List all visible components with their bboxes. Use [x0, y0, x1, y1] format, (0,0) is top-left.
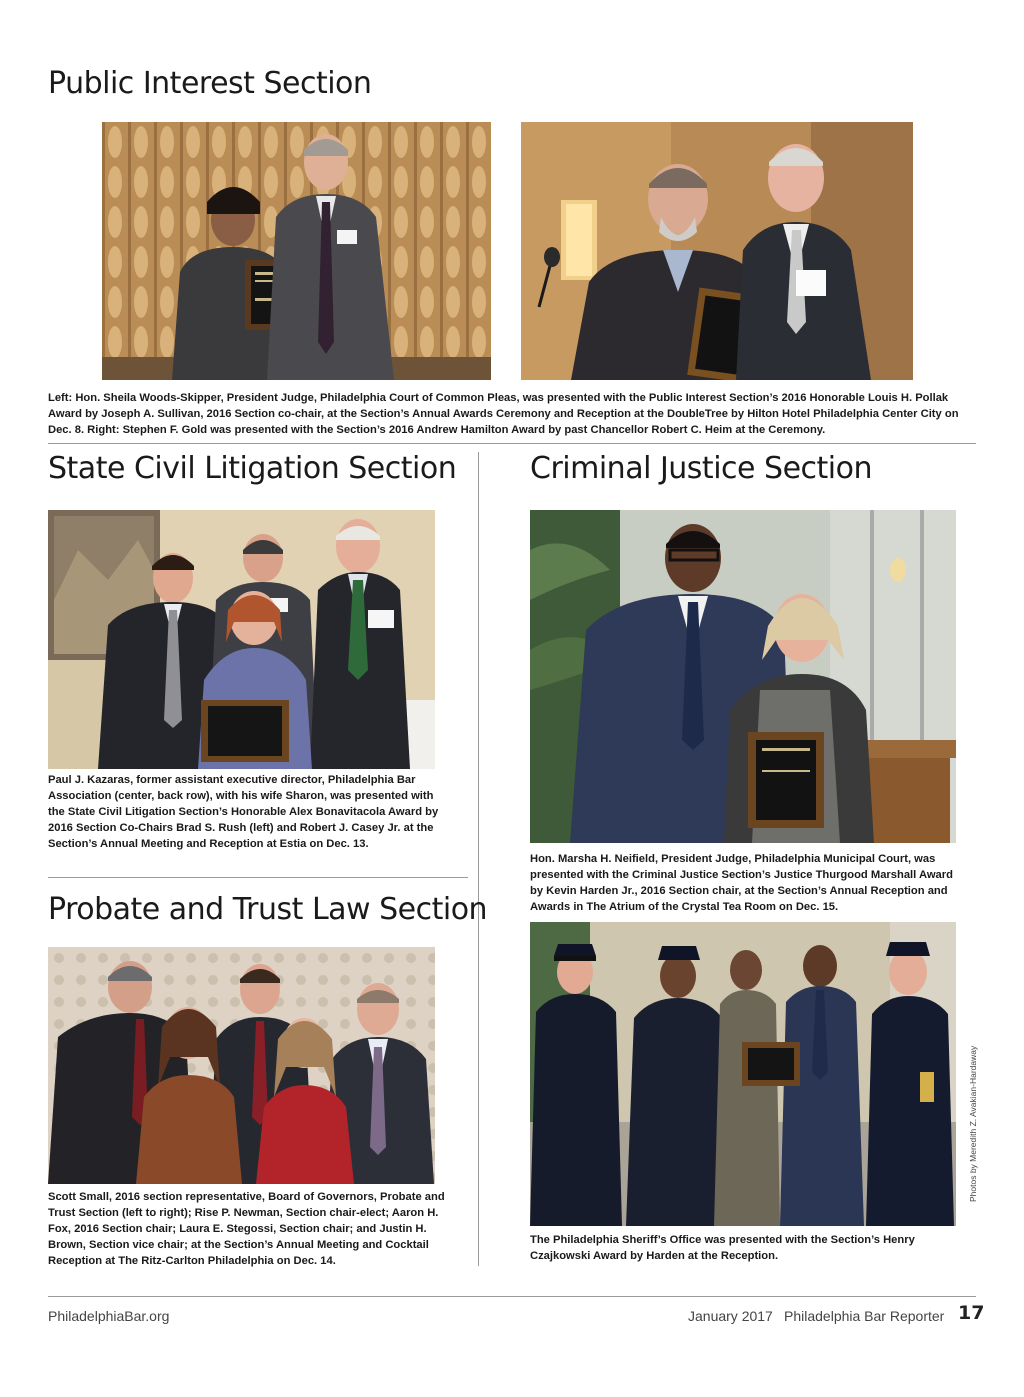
section-title-probate: Probate and Trust Law Section — [48, 892, 488, 927]
caption-criminal-justice-top: Hon. Marsha H. Neifield, President Judge, Philadelphia Municipal Court, was presented with the Criminal Justice Section’s Justice Thurgood Marshall Award by Kevin Harden Jr., 2016 Section chair, at the Section’s Annual Reception and Awards in The Atrium of the Crystal Tea Room on Dec. 15. — [530, 853, 953, 913]
photo-probate — [48, 947, 435, 1184]
photo-state-civil — [48, 510, 435, 769]
caption-public-interest: Left: Hon. Sheila Woods-Skipper, President Judge, Philadelphia Court of Common Pleas, was presented with the Public Interest Section’s 2016 Honorable Louis H. Pollak Award by Joseph A. Sullivan, 2016 Section co-chair, at the Section’s Annual Awards Ceremony and Reception at the DoubleTree by Hilton Hotel Philadelphia Center City on Dec. 8. Right: Stephen F. Gold was presented with the Section’s 2016 Andrew Hamilton Award by past Chancellor Robert C. Heim at the Ceremony. — [48, 392, 959, 436]
footer-website: PhiladelphiaBar.org — [48, 1308, 170, 1324]
divider-footer — [48, 1296, 976, 1297]
divider-top — [48, 443, 976, 444]
caption-state-civil: Paul J. Kazaras, former assistant executive director, Philadelphia Bar Association (center, back row), with his wife Sharon, was presented with the State Civil Litigation Section’s Honorable Alex Bonavitacola Award by 2016 Section Co-Chairs Brad S. Rush (left) and Robert J. Casey Jr. at the Section’s Annual Meeting and Reception at Estia on Dec. 13. — [48, 774, 439, 850]
footer-issue-date: January 2017 — [688, 1308, 773, 1324]
caption-criminal-justice-bottom: The Philadelphia Sheriff’s Office was presented with the Section’s Henry Czajkowski Award by Harden at the Reception. — [530, 1234, 915, 1262]
caption-probate: Scott Small, 2016 section representative, Board of Governors, Probate and Trust Section (left to right); Rise P. Newman, Section chair-elect; Aaron H. Fox, 2016 Section chair; Laura E. Stegossi, Section chair; and Justin H. Brown, Section vice chair; at the Section’s Annual Meeting and Cocktail Reception at The Ritz-Carlton Philadelphia on Dec. 14. — [48, 1191, 445, 1267]
photo-public-interest-left — [102, 122, 491, 380]
divider-left — [48, 877, 468, 878]
section-title-criminal-justice: Criminal Justice Section — [530, 451, 872, 486]
photo-criminal-justice-top — [530, 510, 956, 843]
photo-criminal-justice-bottom — [530, 922, 956, 1226]
page-number: 17 — [958, 1302, 985, 1324]
section-title-state-civil: State Civil Litigation Section — [48, 451, 457, 486]
section-title-public-interest: Public Interest Section — [48, 66, 372, 101]
column-divider — [478, 452, 479, 1266]
footer-publication: Philadelphia Bar Reporter — [784, 1308, 945, 1324]
photo-public-interest-right — [521, 122, 913, 380]
photo-credit: Photos by Meredith Z. Avakian-Hardaway — [968, 1045, 978, 1202]
